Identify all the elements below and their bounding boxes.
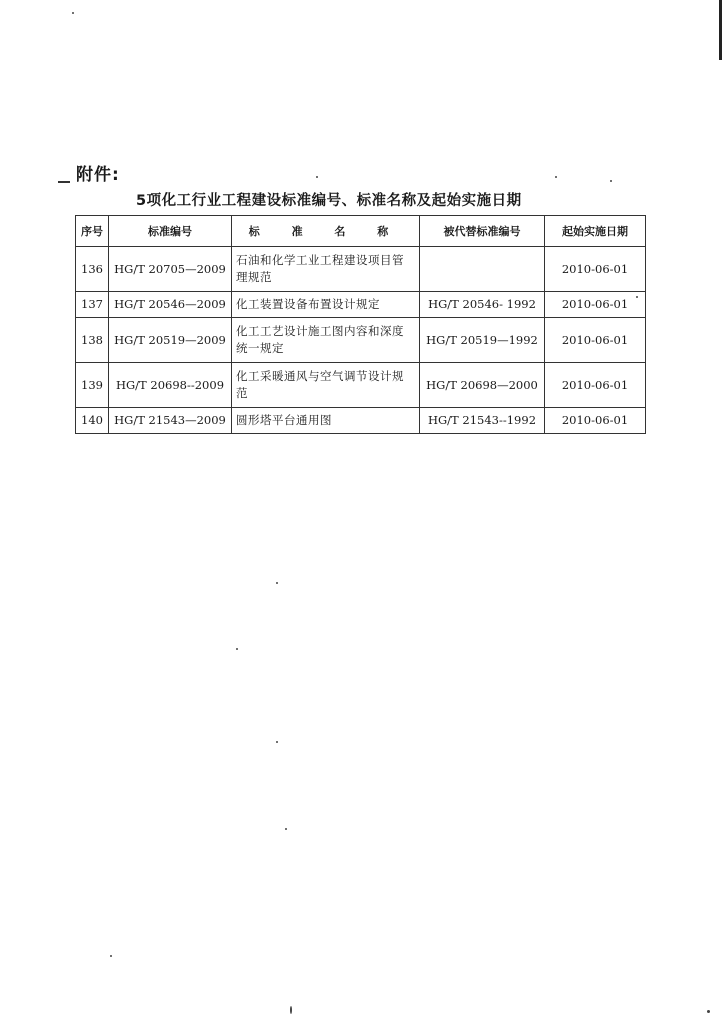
table-row [76, 247, 646, 292]
row-no: 138 [76, 318, 109, 363]
scan-speck [110, 955, 112, 957]
row-code: HG/T 21543—2009 [109, 408, 232, 434]
header-name-text: 标 准 名 称 [248, 224, 403, 238]
row-name: 石油和化学工业工程建设项目管理规范 [232, 247, 420, 292]
scan-speck [236, 648, 238, 650]
scan-speck [72, 12, 74, 14]
row-date: 2010-06-01 [545, 408, 646, 434]
scan-speck [555, 176, 557, 178]
row-replaced [420, 247, 545, 292]
row-no: 140 [76, 408, 109, 434]
header-date: 起始实施日期 [545, 216, 646, 247]
row-no: 137 [76, 292, 109, 318]
row-code: HG/T 20698--2009 [109, 363, 232, 408]
margin-dash-mark [58, 181, 70, 183]
scan-speck [636, 296, 638, 298]
table-header [76, 216, 646, 247]
header-code: 标准编号 [109, 216, 232, 247]
header-replaced: 被代替标准编号 [420, 216, 545, 247]
row-replaced: HG/T 20519—1992 [420, 318, 545, 363]
row-date: 2010-06-01 [545, 247, 646, 292]
header-row [76, 216, 646, 247]
row-code: HG/T 20546—2009 [109, 292, 232, 318]
document-title: 5项化工行业工程建设标准编号、标准名称及起始实施日期 [136, 193, 522, 209]
scan-speck [285, 828, 287, 830]
row-code: HG/T 20519—2009 [109, 318, 232, 363]
scan-speck [707, 1010, 710, 1013]
row-code: HG/T 20705—2009 [109, 247, 232, 292]
row-replaced: HG/T 20698—2000 [420, 363, 545, 408]
row-no: 136 [76, 247, 109, 292]
row-replaced: HG/T 21543--1992 [420, 408, 545, 434]
table-row [76, 363, 646, 408]
scan-speck [290, 1006, 292, 1014]
row-name: 化工采暖通风与空气调节设计规范 [232, 363, 420, 408]
table-row [76, 408, 646, 434]
row-name: 化工工艺设计施工图内容和深度统一规定 [232, 318, 420, 363]
table-body [76, 247, 646, 434]
table-row [76, 292, 646, 318]
header-name [232, 216, 420, 247]
scan-speck [316, 176, 318, 178]
row-date: 2010-06-01 [545, 318, 646, 363]
row-replaced: HG/T 20546- 1992 [420, 292, 545, 318]
scan-edge-mark [719, 0, 722, 60]
row-name: 圆形塔平台通用图 [232, 408, 420, 434]
attachment-label: 附件: [76, 165, 120, 185]
standards-table [75, 215, 646, 434]
scan-speck [276, 741, 278, 743]
row-no: 139 [76, 363, 109, 408]
scan-speck [610, 180, 612, 182]
header-no: 序号 [76, 216, 109, 247]
table-row [76, 318, 646, 363]
row-name: 化工装置设备布置设计规定 [232, 292, 420, 318]
scan-speck [276, 582, 278, 584]
row-date: 2010-06-01 [545, 292, 646, 318]
row-date: 2010-06-01 [545, 363, 646, 408]
